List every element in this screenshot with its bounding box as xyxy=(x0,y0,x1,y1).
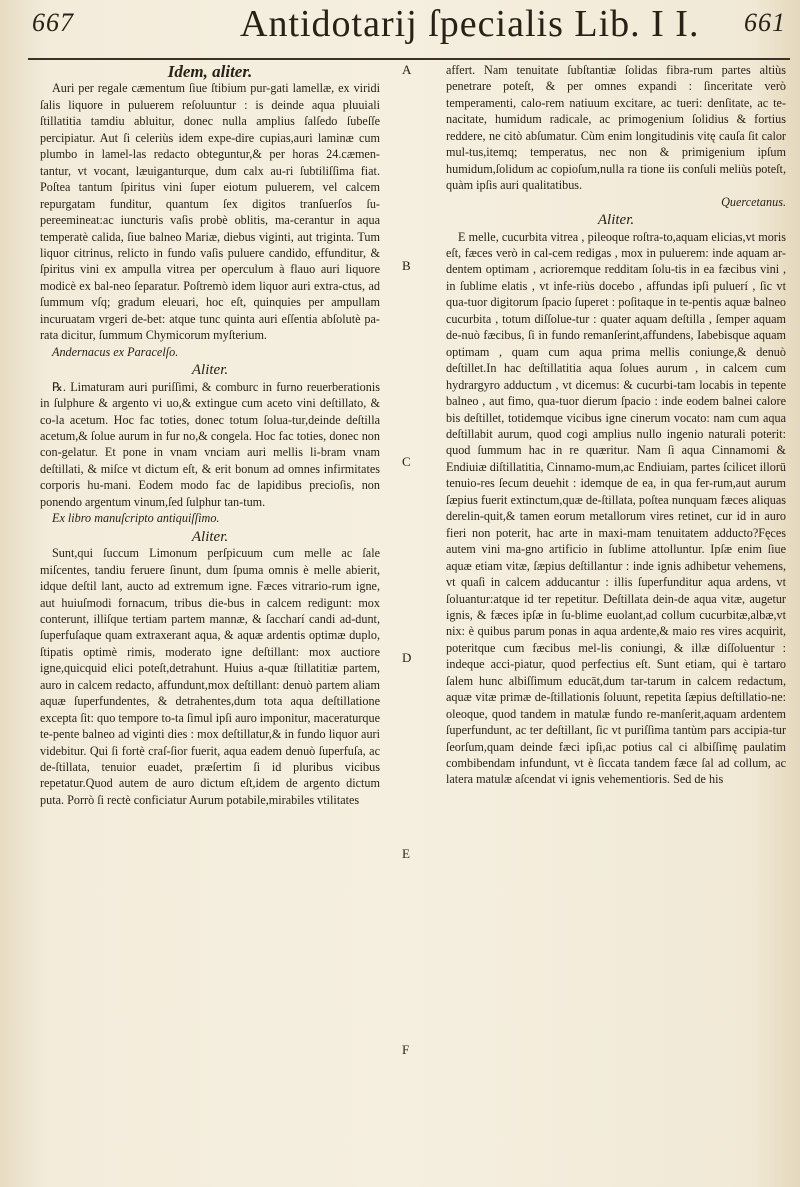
margin-letter: B xyxy=(402,258,411,273)
source-attribution: Andernacus ex Paracelſo. xyxy=(52,344,179,359)
page-header xyxy=(0,0,800,62)
running-title: Antidotarij ſpecialis Lib. I I. xyxy=(240,3,700,45)
recipe-paragraph: E melle, cucurbita vitrea , pileoque roſtra-to,aquam elicias,vt moris eſt, fæces verò in cal-cem redigas , mox in puluerem: inde aquam ar-dentem optimam , acrioremque redditam ſolu-tis in ea fæcibus vini , in ſublime elatis , vt infe-riùs docebo , affundas ipſi puluerí , ſic vt qua-tuor digitorum ſpacio ſuperet : poſitaque in te-pentis aquæ balneo cucurbita , totum diſſolue-tur : quater aquam deſtilla , ſemper aquam de-nuò fæcibus, ſi in fundo remanſerint,affundens, Iabebisque aquam optimam , quam cum aqua prima mellis coniunge,& denuò deſtillet.In hac deſtillatitia aqua ſolues aurum , in calcem cum hydrargyro adductum , vt dicemus: & cucurbi-tam locabis in tepente balneo , aut fimo, qua-tuor dierum ſpacio : inde eodem balnei calore bis deſtillet, totidemque vicibus igne cinerum vocato: nam cum aqua deſtillabit aurum, quod cogi amplius nullo ingenio naturali poterit: quod ſummum hac in re quæritur. Nam ſi aqua Cinnamomi & Endiuiæ diſtillatitia, Cinnamo-mum,ac Endiuiam, partes ſcilicet illorū tenuio-res ſecum deuehit : idemque de ea, in qua fer-rum,aut aurum ſæpius fuerit extinctum,quæ de-ſtillata, poſtea nunquam fæces aliquas derelin-quit,& tamen eorum metallorum vires retinet, cur id in auro fieri non poterit, hac arte in maxi-mam tenuitatem adducto?Fęces autem vini ma-gno artificio in ſublime attolluntur. Ipſæ enim ſiue aquæ etiam vitæ, ſæpius deſtillantur : inde ignis adhibetur vehemens, vt quaſi in calcem adducantur : illis ſuperfunditur aqua ardens, vt ſoluantur:atque id ter repetitur. Deſtillata dein-de aqua vitæ, augetur ignis, & fæces ipſæ in ſu-blime euolant,ad collum cucurbitæ,albæ,vt nix: è quibus parum ponas in aqua ardente,& maio res vires acquirit, poteritque cum fæcibus mel-lis coniungi, & illæ diſſoluentur : indeque acci-piatur, quod perfectius eſt. Sunt etiam, qui è tartaro ſalem hunc albiſſimum educāt,dum tar-tarum in calcem redactum, aquæ vitæ primæ de-ſtillationis ſoluunt, repetita ſæpius deſtillatio-ne: oleoque, quod tandem in matulæ fundo re-manſerit,aquam ardentem ſuperfundunt, ac ter deſtillant, ſic vt puriſſima tantùm pars accipia-tur ſeorſum,quam deinde fæci ipſi,ac potius cal ci albiſſimę paulatim combibendam infundunt, vt è ſiccata tandem fæce ſal ad collum, ac latera matulæ aſcendat vi ignis vehementioris. Sed de his xyxy=(446,229,786,787)
margin-letter-column xyxy=(392,62,428,1162)
section-heading: Aliter. xyxy=(597,212,635,229)
header-rule xyxy=(28,58,790,60)
right-column xyxy=(446,62,786,788)
recipe-paragraph: affert. Nam tenuitate ſubſtantiæ ſolidas fibra-rum partes altiùs penetrare poteſt, & per omnes expandi : ſinceritate verò temperamenti, calo-rem natiuum excitare, ac tueri: denſitate, ac te-nacitate, humidum radicale, ac primogenium ſolidius & fortius reddere, ne citò abſumatur. Cùm enim longitudinis vitę cauſa ſit calor mul-tus,itemq; temperatus, nec non & primigenium ipſum humidum,ſolidum ac copioſum,nulla ra tione iis conſuli meliùs poteſt, quàm ipſis auri qualitatibus. xyxy=(446,63,786,193)
margin-letter: C xyxy=(402,454,411,469)
source-attribution: Quercetanus. xyxy=(721,194,786,209)
section-heading: Aliter. xyxy=(191,528,229,545)
page-number-right: 661 xyxy=(744,8,786,37)
margin-letter: A xyxy=(402,62,412,77)
section-heading: Aliter. xyxy=(191,362,229,379)
page-number-left: 667 xyxy=(32,8,74,37)
margin-letter: E xyxy=(402,846,410,861)
left-column xyxy=(40,62,380,808)
margin-letter: F xyxy=(402,1042,410,1057)
margin-letter: D xyxy=(402,650,412,665)
recipe-paragraph: ℞. Limaturam auri puriſſimi, & comburc in furno reuerberationis in ſulphure & argento vi uo,& extingue cum aceto vini deſtillato, & co-la acetum. Hoc fac toties, donec totum ſolua-tur,deinde deſtilla acetum,& ſolue aurum in fur no,& congela. Hoc fac toties, donec non con-gelatur. Et pone in vnam vnciam auri mellis li-bram vnam deſtillati, & miſce vt dictum eſt, & erit bonum ad omnes infirmitates corporis hu-mani. Eodem modo fac de lapidibus precioſis, non ponendo argentum vinum,ſed ſulphur tan-tum. xyxy=(40,379,380,509)
recipe-paragraph: Auri per regale cæmentum ſiue ſtibium pur-gati lamellæ, ex viridi ſalis liquore in puluerem reſoluuntur : is deinde aqua pluuiali ſtillatitia tamdiu abluitur, donec nulla amplius ſalſedo ſubeſſe percipiatur. Aut ſi celeriùs idem expe-dire cupias,auri laminæ cum plumbo in lamel-las redacto obteguntur,& per horas 24.cæmen-tantur, vt vocant, læuiganturque, dum calx au-ri ſubtiliſſima fiat. Poſtea tantum ſpiritus vini ſuper eiotum puluerem, vel calcem repurgatam funditur, quantum ſex digitos tranſuerſos ſu-pereemineat:ac iuncturis vaſis probè oblitis, ma-cerantur in aqua temperatè calida, ſiue balneo Mariæ, diebus viginti, aut triginta. Tum liquor citrinus, relicto in fundo vaſis puluere candido, effunditur, & ſpiritus vini ex ampulla vitrea per operculum à flauo auri liquore modicè ex bal-neo ſeparatur. Poſtremò idem liquor auri extra-ctus, ad ſummum vſq; gradum eleuari, hoc eſt, quinquies per ampullam incuruatam vrgeri de-bet: atque tunc quinta auri eſſentia abſolutè pa-rata dicitur, ſummum Chymicorum myſterium. xyxy=(40,81,380,343)
recipe-paragraph: Sunt,qui ſuccum Limonum perſpicuum cum melle ac ſale miſcentes, tandiu feruere ſinunt, dum ſpuma omnis è melle abierit, idque deſtil lant, aucto ad extremum igne. Fæces vitrario-rum igne, aut huiuſmodi fornacum, tribus die-bus in calcem redigunt: mox conterunt, illiſque tertiam partem mannæ, & ſaccharí candi ad-dunt, ſuperfuſaque quam extraxerant aqua, & aquæ ardentis optimæ duplo, ſtipatis optimè rimis, moderato igne deſtillant: mox auctiore igne,quicquid elici poteſt,detrahunt. Huius a-quæ ſtillatitiæ partem, auro in calcem redacto, affundunt,mox deſtillant: denuò partem aliam aquæ ſuperfundentes, & detrahentes,dum tota aqua deſtillatione excepta ſit: quo tempore to-ta ſimul ipſi auro imponitur, maceraturque te-pente balneo ad viginti dies : mox deſtillatur,& in fundo liquor auri videbitur. Qui ſi fortè craſ-ſior fuerit, aqua eadem denuò ſuperfuſa, ac de-ſtillata, tenuior euadet, præſertim ſi id pluribus vicibus repetatur.Quod autem de auro dictum eſt,idem de argento dictum puta. Porrò ſi rectè conficiatur Aurum potabile,mirabiles vtilitates xyxy=(40,546,380,807)
section-heading: Idem, aliter. xyxy=(167,62,253,81)
source-attribution: Ex libro manuſcripto antiquiſſimo. xyxy=(52,511,220,526)
